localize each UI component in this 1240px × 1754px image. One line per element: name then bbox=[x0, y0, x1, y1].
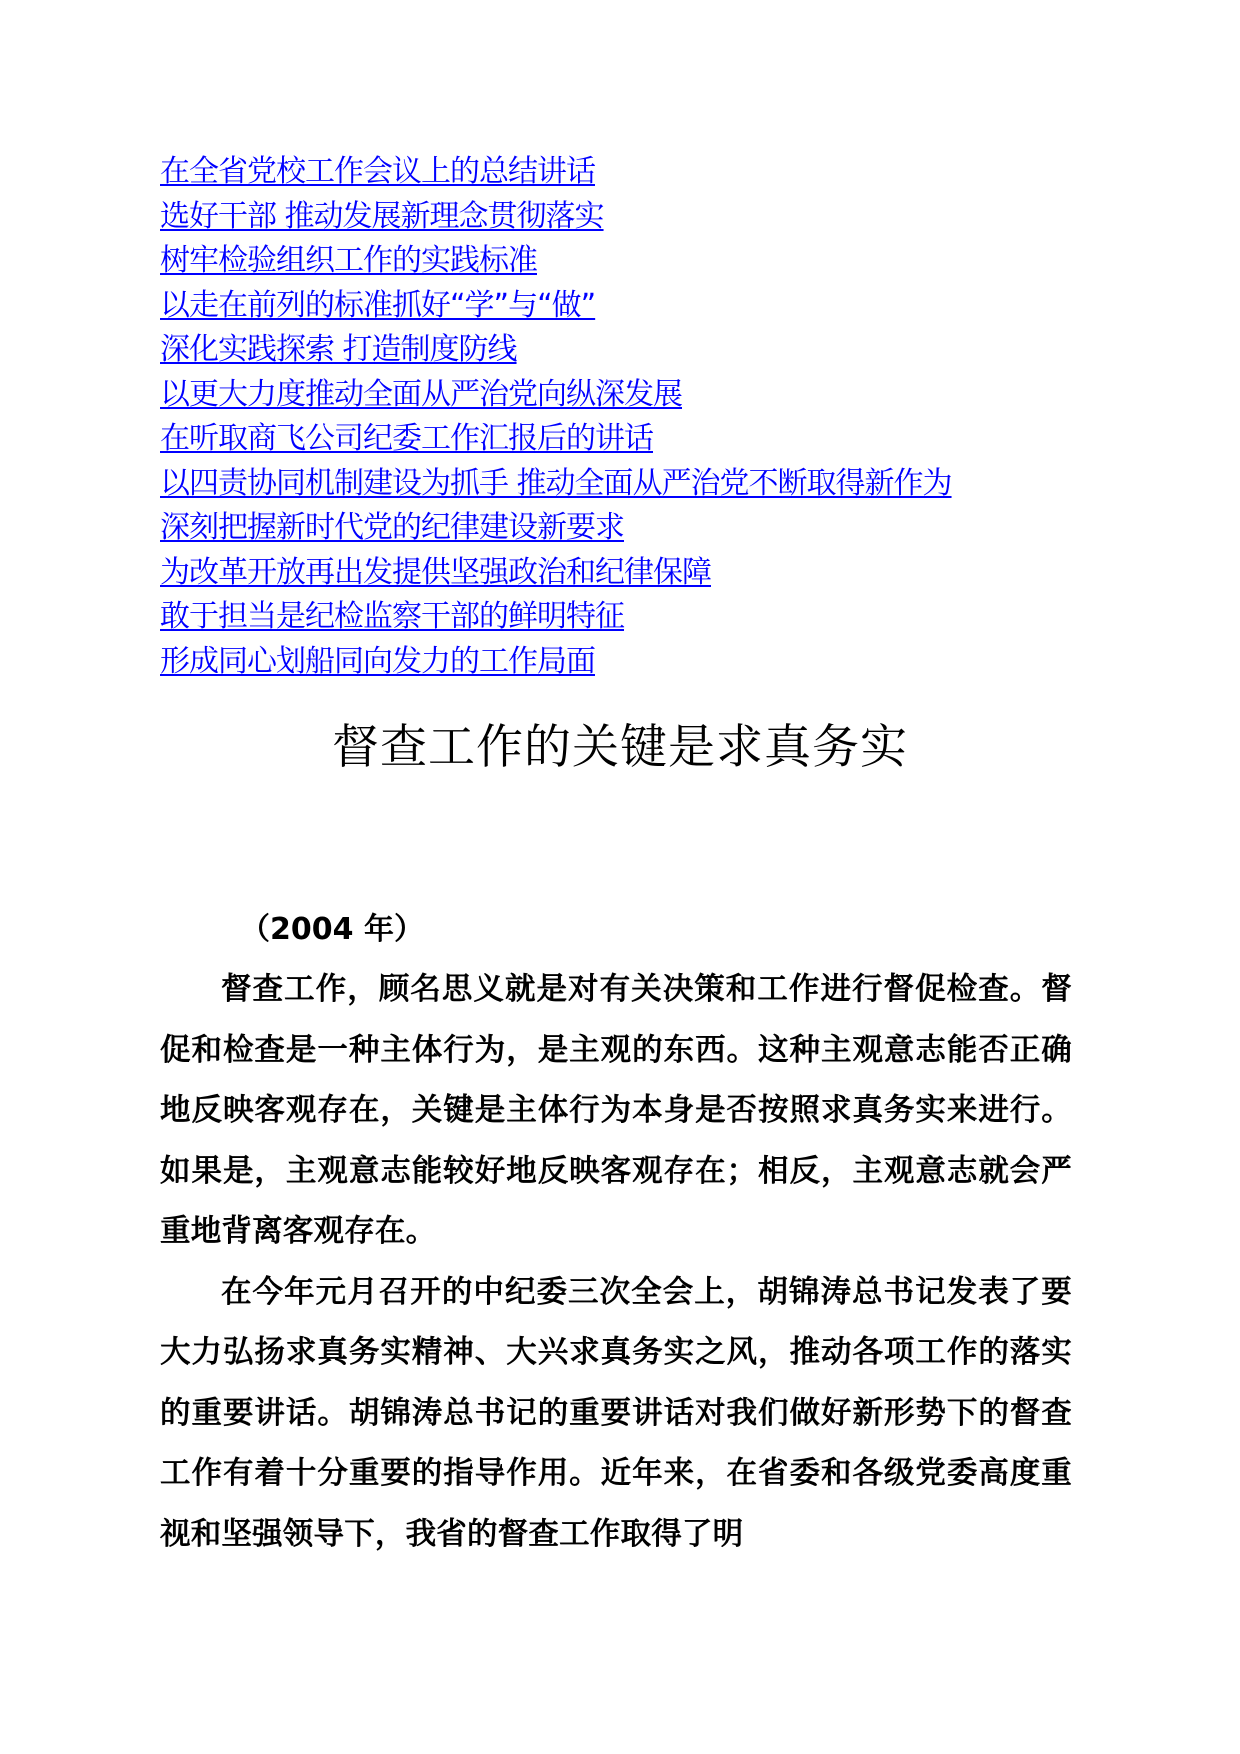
list-item bbox=[160, 551, 1120, 596]
related-links-list bbox=[160, 150, 1120, 684]
related-link[interactable]: 深化实践探索 打造制度防线 bbox=[160, 332, 517, 367]
list-item bbox=[160, 595, 1120, 640]
list-item bbox=[160, 239, 1120, 284]
related-link[interactable]: 树牢检验组织工作的实践标准 bbox=[160, 243, 537, 278]
related-link[interactable]: 以走在前列的标准抓好“学”与“做” bbox=[160, 287, 596, 323]
list-item bbox=[160, 328, 1120, 373]
article-title: 督查工作的关键是求真务实 bbox=[332, 720, 908, 775]
related-link[interactable]: 以四责协同机制建设为抓手 推动全面从严治党不断取得新作为 bbox=[160, 465, 952, 501]
paragraph: 在今年元月召开的中纪委三次全会上，胡锦涛总书记发表了要大力弘扬求真务实精神、大兴求真务实之风，推动各项工作的落实的重要讲话。胡锦涛总书记的重要讲话对我们做好新形势下的督查工作有着十分重要的指导作用。近年来，在省委和各级党委高度重视和坚强领导下，我省的督查工作取得了明 bbox=[160, 1274, 1072, 1552]
related-link[interactable]: 在全省党校工作会议上的总结讲话 bbox=[160, 154, 595, 189]
article-body bbox=[160, 960, 1072, 1565]
list-item bbox=[160, 462, 1120, 507]
related-link[interactable]: 深刻把握新时代党的纪律建设新要求 bbox=[160, 510, 624, 545]
related-link[interactable]: 形成同心划船同向发力的工作局面 bbox=[160, 643, 595, 679]
list-item bbox=[160, 506, 1120, 551]
list-item bbox=[160, 417, 1120, 462]
article-date: （2004 年） bbox=[240, 912, 424, 947]
related-link[interactable]: 敢于担当是纪检监察干部的鲜明特征 bbox=[160, 599, 624, 634]
related-link[interactable]: 以更大力度推动全面从严治党向纵深发展 bbox=[160, 376, 682, 412]
related-link[interactable]: 选好干部 推动发展新理念贯彻落实 bbox=[160, 198, 604, 234]
list-item bbox=[160, 284, 1120, 329]
list-item bbox=[160, 373, 1120, 418]
list-item bbox=[160, 195, 1120, 240]
list-item bbox=[160, 150, 1120, 195]
related-link[interactable]: 在听取商飞公司纪委工作汇报后的讲话 bbox=[160, 421, 653, 456]
paragraph: 督查工作，顾名思义就是对有关决策和工作进行督促检查。督促和检查是一种主体行为，是主观的东西。这种主观意志能否正确地反映客观存在，关键是主体行为本身是否按照求真务实来进行。如果是，主观意志能较好地反映客观存在；相反，主观意志就会严重地背离客观存在。 bbox=[160, 972, 1072, 1249]
list-item bbox=[160, 640, 1120, 685]
related-link[interactable]: 为改革开放再出发提供坚强政治和纪律保障 bbox=[160, 554, 711, 590]
